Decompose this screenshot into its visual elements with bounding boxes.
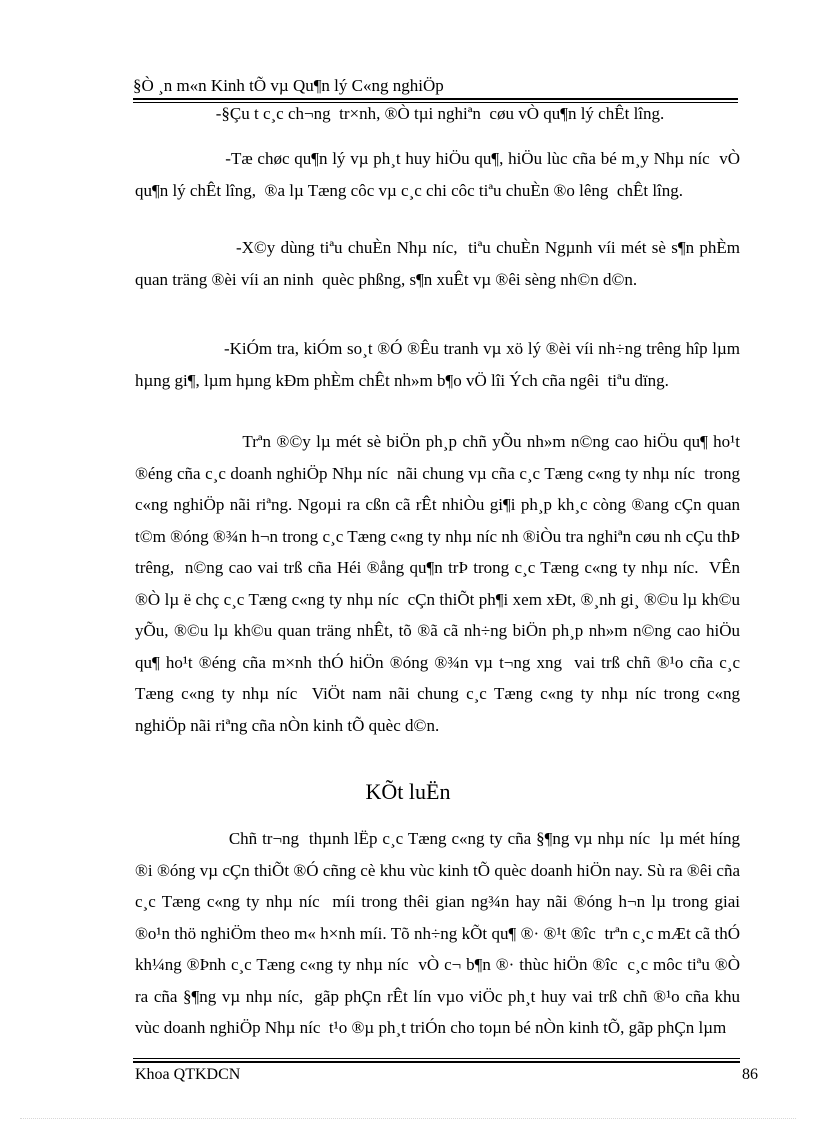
page-number: 86 [742,1066,758,1083]
footer-department: Khoa QTKDCN [135,1066,241,1083]
body-paragraph-5: Trªn ®©y lµ mét sè biÖn ph¸p chñ yÕu nh»m n©ng cao hiÖu qu¶ ho¹t ®éng cña c¸c doanh nghiÖp Nhµ níc nãi chung vµ cña c¸c Tæng c«ng ty nhµ níc trong c«ng nghiÖp nãi riªng. Ngoµi ra cßn cã rÊt nhiÒu gi¶i ph¸p kh¸c còng ®ang cÇn quan t©m ®óng ®¾n h¬n trong c¸c Tæng c«ng ty nhµ níc nh ®iÒu tra nghiªn cøu nh cÇu thÞ trêng, n©ng cao vai trß cña Héi ®ång qu¶n trÞ trong c¸c Tæng c«ng ty nhµ níc. VÊn ®Ò lµ ë chç c¸c Tæng c«ng ty nhµ níc cÇn thiÕt ph¶i xem xÐt, ®¸nh gi¸ ®©u lµ kh©u yÕu, ®©u lµ kh©u quan träng nhÊt, tõ ®ã cã nh÷ng biÖn ph¸p nh»m n©ng cao hiÖu qu¶ ho¹t ®éng cña m×nh thÓ hiÖn ®óng ®¾n vµ t¬ng xng vai trß chñ ®¹o cña c¸c Tæng c«ng ty nhµ níc ViÖt nam nãi chung c¸c Tæng c«ng ty nhµ níc trong c«ng nghiÖp nãi riªng cña nÒn kinh tÕ quèc d©n. [135,432,745,735]
body-paragraph-4: -KiÓm tra, kiÓm so¸t ®Ó ®Êu tranh vµ xö lý ®èi víi nh÷ng trêng hîp lµm hµng gi¶, lµm hµng kÐm phÈm chÊt nh»m b¶o vÖ lîi Ých cña ngêi tiªu dïng. [135,339,745,390]
body-paragraph-1: -§Çu t c¸c ch¬ng tr×nh, ®Ò tµi nghiªn cøu vÒ qu¶n lý chÊt lîng. [135,104,665,123]
page-bottom-border [20,1118,796,1119]
body-paragraph-2: -Tæ chøc qu¶n lý vµ ph¸t huy hiÖu qu¶, hiÖu lùc cña bé m¸y Nhµ níc vÒ qu¶n lý chÊt lîng, ®a lµ Tæng côc vµ c¸c chi côc tiªu chuÈn ®o lêng chÊt lîng. [135,149,745,200]
footer-rule-thick [133,1061,740,1063]
conclusion-paragraph: Chñ tr¬ng thµnh lËp c¸c Tæng c«ng ty cña §¶ng vµ nhµ níc lµ mét híng ®i ®óng vµ cÇn thiÕt ®Ó cñng cè khu vùc kinh tÕ quèc doanh hiÖn nay. Sù ra ®êi cña c¸c Tæng c«ng ty nhµ níc míi trong thêi gian ng¾n hay nãi ®óng h¬n lµ trong giai ®o¹n thö nghiÖm theo m« h×nh míi. Tõ nh÷ng kÕt qu¶ ®· ®¹t ®îc trªn c¸c mÆt cã thÓ kh¼ng ®Þnh c¸c Tæng c«ng ty nhµ níc vÒ c¬ b¶n ®· thùc hiÖn ®îc c¸c môc tiªu ®Ò ra cña §¶ng vµ nhµ níc, gãp phÇn rÊt lín vµo viÖc ph¸t huy vai trß chñ ®¹o cña khu vùc doanh nghiÖp Nhµ níc t¹o ®µ ph¸t triÓn cho toµn bé nÒn kinh tÕ, gãp phÇn lµm [135,829,749,1037]
footer-rule-thin [133,1058,740,1059]
section-title-conclusion: KÕt luËn [365,779,451,804]
running-header: §Ò ¸n m«n Kinh tÕ vµ Qu¶n lý C«ng nghiÖp [133,76,444,95]
body-paragraph-3: -X©y dùng tiªu chuÈn Nhµ níc, tiªu chuÈn Ngµnh víi mét sè s¶n phÈm quan träng ®èi víi an ninh quèc phßng, s¶n xuÊt vµ ®êi sèng nh©n d©n. [135,238,745,289]
